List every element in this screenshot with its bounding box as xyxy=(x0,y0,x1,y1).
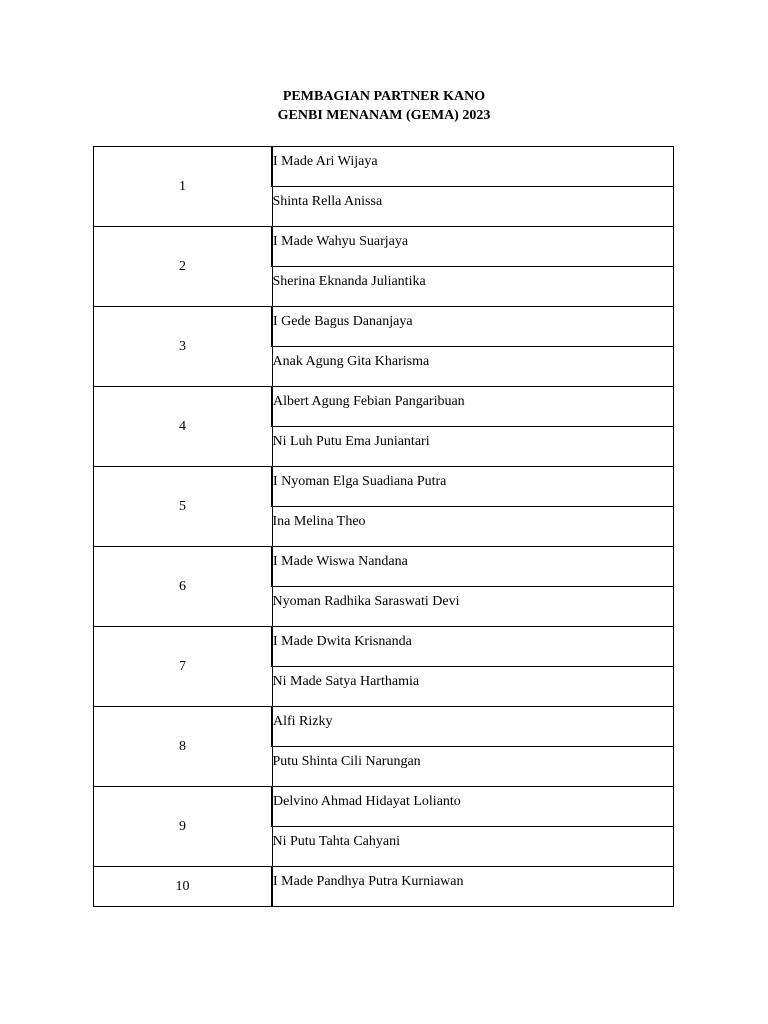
group-number: 4 xyxy=(94,387,273,467)
group-number: 2 xyxy=(94,227,273,307)
group-number: 8 xyxy=(94,707,273,787)
member-name-text: I Made Dwita Krisnanda xyxy=(273,634,412,649)
partner-table xyxy=(93,146,674,907)
member-name xyxy=(272,307,674,347)
member-name-text: Nyoman Radhika Saraswati Devi xyxy=(272,594,460,609)
member-name xyxy=(272,547,674,587)
member-name xyxy=(272,787,674,827)
member-name-text: Delvino Ahmad Hidayat Lolianto xyxy=(273,794,461,809)
member-name-text: Alfi Rizky xyxy=(273,714,333,729)
table-row xyxy=(94,867,674,907)
member-name xyxy=(272,467,674,507)
member-name-text: Anak Agung Gita Kharisma xyxy=(272,354,430,369)
member-name-text: I Gede Bagus Dananjaya xyxy=(273,314,413,329)
table-row xyxy=(94,307,674,347)
member-name xyxy=(272,227,674,267)
member-name xyxy=(272,347,674,387)
member-name xyxy=(272,667,674,707)
member-name-text: Ni Luh Putu Ema Juniantari xyxy=(272,434,430,449)
member-name-text: I Made Ari Wijaya xyxy=(273,154,378,169)
member-name xyxy=(272,427,674,467)
group-number: 10 xyxy=(94,867,273,907)
member-name-text: I Made Wahyu Suarjaya xyxy=(273,234,409,249)
group-number: 9 xyxy=(94,787,273,867)
member-name xyxy=(272,627,674,667)
member-name xyxy=(272,747,674,787)
table-row xyxy=(94,227,674,267)
member-name-text: I Made Wiswa Nandana xyxy=(273,554,408,569)
document-title: PEMBAGIAN PARTNER KANO xyxy=(282,89,486,104)
member-name-text: Sherina Eknanda Juliantika xyxy=(272,274,426,289)
member-name xyxy=(272,587,674,627)
table-row xyxy=(94,627,674,667)
member-name-text: Ina Melina Theo xyxy=(272,514,366,529)
table-row xyxy=(94,387,674,427)
member-name-text: Putu Shinta Cili Narungan xyxy=(272,754,421,769)
group-number: 5 xyxy=(94,467,273,547)
member-name-text: I Nyoman Elga Suadiana Putra xyxy=(273,474,447,489)
member-name-text: Ni Putu Tahta Cahyani xyxy=(272,834,400,849)
table-row xyxy=(94,547,674,587)
member-name xyxy=(272,267,674,307)
table-row xyxy=(94,467,674,507)
member-name-text: Shinta Rella Anissa xyxy=(272,194,383,209)
document-subtitle: GENBI MENANAM (GEMA) 2023 xyxy=(277,108,491,123)
member-name-text: I Made Pandhya Putra Kurniawan xyxy=(273,874,464,889)
member-name-text: Ni Made Satya Harthamia xyxy=(272,674,420,689)
group-number: 3 xyxy=(94,307,273,387)
table-row xyxy=(94,707,674,747)
member-name xyxy=(272,147,674,187)
member-name xyxy=(272,187,674,227)
member-name xyxy=(272,827,674,867)
member-name xyxy=(272,387,674,427)
member-name xyxy=(272,867,674,907)
table-row xyxy=(94,787,674,827)
table-row xyxy=(94,147,674,187)
group-number: 1 xyxy=(94,147,273,227)
group-number: 7 xyxy=(94,627,273,707)
member-name xyxy=(272,707,674,747)
member-name-text: Albert Agung Febian Pangaribuan xyxy=(273,394,465,409)
member-name xyxy=(272,507,674,547)
group-number: 6 xyxy=(94,547,273,627)
